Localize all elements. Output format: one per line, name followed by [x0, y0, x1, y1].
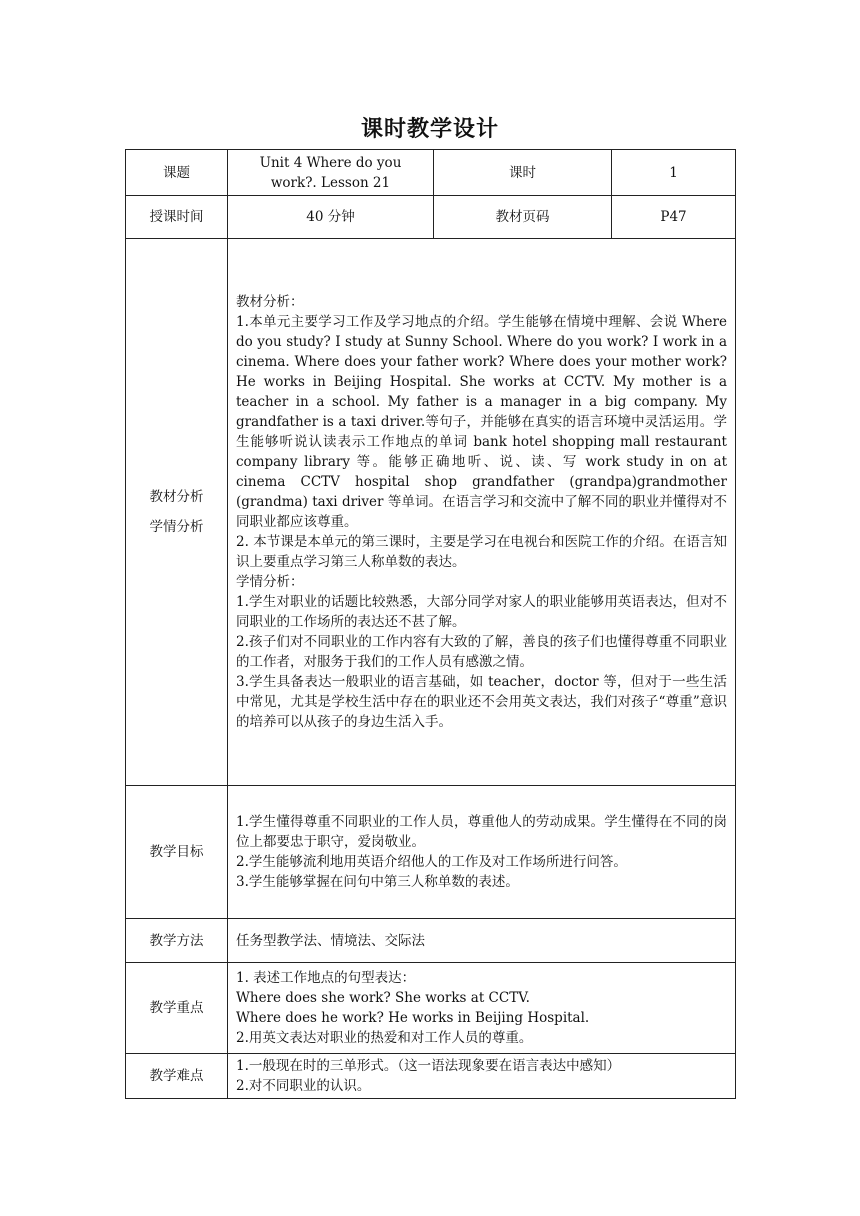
lesson-plan-table	[125, 149, 736, 1099]
page-value: P47	[612, 196, 736, 239]
topic-label: 课题	[126, 150, 228, 196]
row-goals	[126, 786, 736, 919]
row-time	[126, 196, 736, 239]
analysis-paragraph: 2. 本节课是本单元的第三课时，主要是学习在电视台和医院工作的介绍。在语言知识上要重点学习第三人称单数的表达。	[236, 534, 727, 570]
period-value: 1	[612, 150, 736, 196]
goal-item: 2.学生能够流利地用英语介绍他人的工作及对工作场所进行问答。	[236, 854, 627, 870]
analysis-label-line1: 教材分析	[149, 489, 204, 505]
document-title: 课时教学设计	[360, 117, 499, 142]
time-value: 40 分钟	[228, 196, 434, 239]
goals-content	[228, 786, 736, 919]
analysis-label-line2: 学情分析	[149, 519, 204, 535]
key-points-label: 教学重点	[126, 963, 228, 1054]
difficulty-item: 1.一般现在时的三单形式。（这一语法现象要在语言表达中感知）	[236, 1058, 621, 1074]
key-point-item: 1. 表述工作地点的句型表达：	[236, 970, 416, 986]
key-point-item: Where does he work? He works in Beijing Hospital.	[236, 1010, 590, 1026]
analysis-content	[228, 239, 736, 786]
goal-item: 1.学生懂得尊重不同职业的工作人员，尊重他人的劳动成果。学生懂得在不同的岗位上都要忠于职守，爱岗敬业。	[236, 814, 727, 850]
row-difficulties	[126, 1054, 736, 1099]
analysis-paragraph: 学情分析：	[236, 574, 304, 590]
row-analysis	[126, 239, 736, 786]
analysis-paragraph: 2.孩子们对不同职业的工作内容有大致的了解，善良的孩子们也懂得尊重不同职业的工作者，对服务于我们的工作人员有感激之情。	[236, 634, 727, 670]
methods-label: 教学方法	[126, 919, 228, 963]
row-topic	[126, 150, 736, 196]
row-methods	[126, 919, 736, 963]
methods-value: 任务型教学法、情境法、交际法	[228, 919, 736, 963]
analysis-paragraph: 1.学生对职业的话题比较熟悉，大部分同学对家人的职业能够用英语表达，但对不同职业的工作场所的表达还不甚了解。	[236, 594, 727, 630]
row-key-points	[126, 963, 736, 1054]
key-points-content	[228, 963, 736, 1054]
analysis-paragraph: 3.学生具备表达一般职业的语言基础，如 teacher，doctor 等，但对于一些生活中常见，尤其是学校生活中存在的职业还不会用英文表达，我们对孩子“尊重”意识的培养可以从孩子的身边生活入手。	[236, 674, 727, 730]
analysis-paragraph: 1.本单元主要学习工作及学习地点的介绍。学生能够在情境中理解、会说 Where do you study? I study at Sunny School. Where do you work? I work in a cinema. Where does your father work? Where does your mother work? He works in Beijing Hospital. She works at CCTV. My mother is a teacher in a school. My father is a manager in a big company. My grandfather is a taxi driver.等句子，并能够在真实的语言环境中灵活运用。学生能够听说认读表示工作地点的单词 bank hotel shopping mall restaurant company library 等。能够正确地听、说、读、写 work study in on at cinema CCTV hospital shop grandfather (grandpa)grandmother (grandma) taxi driver 等单词。在语言学习和交流中了解不同的职业并懂得对不同职业都应该尊重。	[236, 314, 727, 530]
page-label: 教材页码	[434, 196, 612, 239]
analysis-label	[126, 239, 228, 786]
difficulties-label: 教学难点	[126, 1054, 228, 1099]
difficulties-content	[228, 1054, 736, 1099]
difficulty-item: 2.对不同职业的认识。	[236, 1078, 371, 1094]
period-label: 课时	[434, 150, 612, 196]
goal-item: 3.学生能够掌握在问句中第三人称单数的表述。	[236, 874, 519, 890]
time-label: 授课时间	[126, 196, 228, 239]
analysis-paragraph: 教材分析：	[236, 294, 304, 310]
goals-label: 教学目标	[126, 786, 228, 919]
key-point-item: Where does she work? She works at CCTV.	[236, 990, 530, 1006]
topic-value: Unit 4 Where do you work?. Lesson 21	[228, 150, 434, 196]
key-point-item: 2.用英文表达对职业的热爱和对工作人员的尊重。	[236, 1030, 533, 1046]
